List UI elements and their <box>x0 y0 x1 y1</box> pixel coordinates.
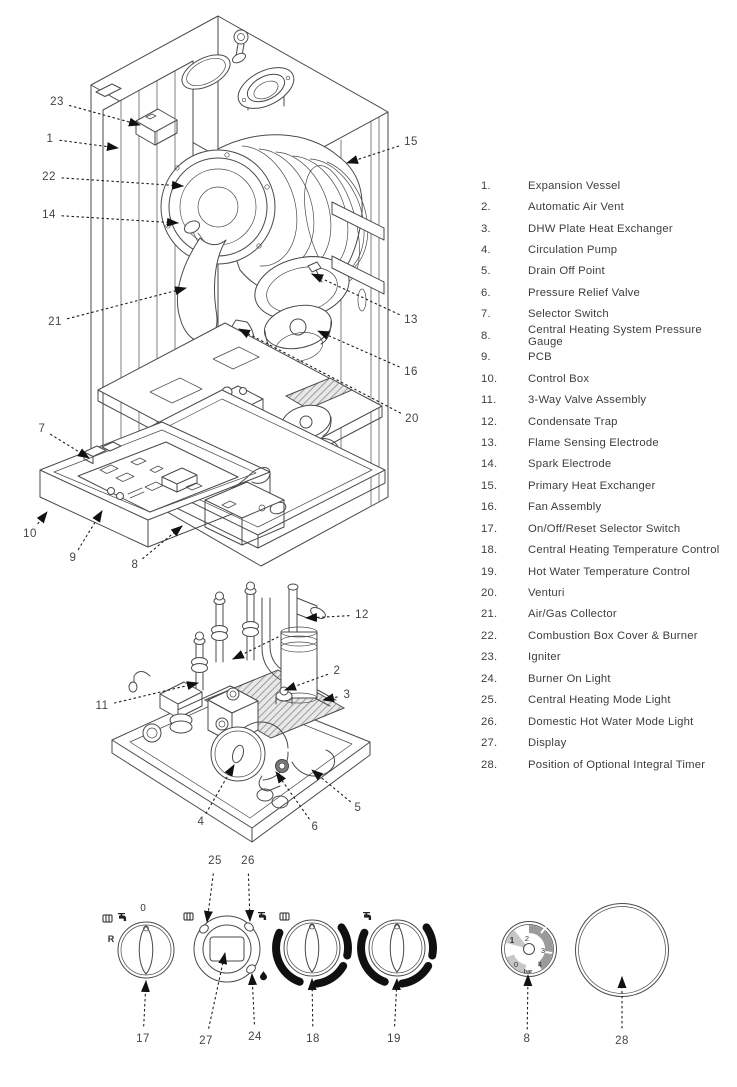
part-number: 28. <box>481 758 498 771</box>
leader-line-19 <box>395 979 397 1026</box>
part-name: Air/Gas Collector <box>528 608 617 621</box>
parts-list-row <box>481 454 731 475</box>
callout-5: 5 <box>354 802 362 814</box>
controls-row <box>103 903 669 997</box>
part-name: Venturi <box>528 587 565 600</box>
part-name: Primary Heat Exchanger <box>528 479 656 492</box>
callout-24: 24 <box>248 1031 262 1043</box>
part-number: 14. <box>481 458 498 471</box>
part-number: 3. <box>481 222 491 235</box>
part-name: Fan Assembly <box>528 501 602 514</box>
parts-list-row <box>481 732 731 753</box>
parts-list-row <box>481 218 731 239</box>
gauge-3: 3 <box>540 946 546 955</box>
part-name: Display <box>528 737 567 750</box>
leader-line-24 <box>252 974 254 1024</box>
callout-8: 8 <box>523 1033 531 1045</box>
parts-list-row <box>481 196 731 217</box>
part-name: Circulation Pump <box>528 244 618 257</box>
pressure-gauge <box>502 922 557 977</box>
parts-list-row <box>481 475 731 496</box>
leader-line-26 <box>248 874 250 921</box>
callout-27: 27 <box>199 1035 213 1047</box>
callout-16: 16 <box>404 366 418 378</box>
part-number: 20. <box>481 587 498 600</box>
gauge-1: 1 <box>509 936 515 945</box>
part-number: 10. <box>481 372 498 385</box>
part-name: Igniter <box>528 651 561 664</box>
leader-line-17 <box>144 981 146 1026</box>
callout-18: 18 <box>306 1033 320 1045</box>
callout-21: 21 <box>48 316 62 328</box>
part-number: 27. <box>481 737 498 750</box>
part-number: 17. <box>481 522 498 535</box>
callout-9: 9 <box>69 552 77 564</box>
valve-assembly-diagram <box>112 582 370 842</box>
parts-list-row <box>481 347 731 368</box>
leader-line-15 <box>347 146 399 163</box>
part-name: Pressure Relief Valve <box>528 286 640 299</box>
part-name: Control Box <box>528 372 590 385</box>
part-number: 25. <box>481 694 498 707</box>
flame-icon <box>260 971 267 980</box>
parts-list-row <box>481 539 731 560</box>
part-number: 5. <box>481 265 491 278</box>
display-bezel <box>184 912 267 982</box>
part-number: 6. <box>481 286 491 299</box>
callout-4: 4 <box>197 816 205 828</box>
part-number: 7. <box>481 308 491 321</box>
part-name: On/Off/Reset Selector Switch <box>528 522 681 535</box>
parts-list-row <box>481 754 731 775</box>
part-name: DHW Plate Heat Exchanger <box>528 222 673 235</box>
callout-7: 7 <box>38 423 46 435</box>
part-name: Hot Water Temperature Control <box>528 565 691 578</box>
callout-10: 10 <box>23 528 37 540</box>
callout-12: 12 <box>355 609 369 621</box>
part-name: Domestic Hot Water Mode Light <box>528 715 694 728</box>
parts-list-row <box>481 582 731 603</box>
part-name: Condensate Trap <box>528 415 618 428</box>
leader-line-16 <box>318 331 399 367</box>
callout-17: 17 <box>136 1033 150 1045</box>
parts-list <box>481 175 731 775</box>
knob17-zero-label: 0 <box>140 903 146 914</box>
onoff-reset-knob <box>103 903 174 978</box>
parts-list-row <box>481 432 731 453</box>
part-number: 4. <box>481 244 491 257</box>
callout-22: 22 <box>42 171 56 183</box>
callout-11: 11 <box>95 700 109 712</box>
callout-13: 13 <box>404 314 418 326</box>
condensate-trap <box>281 584 327 703</box>
radiator-icon <box>184 913 193 920</box>
part-number: 15. <box>481 479 498 492</box>
tap-icon <box>258 912 266 920</box>
part-number: 12. <box>481 415 498 428</box>
main-boiler-diagram <box>40 16 388 566</box>
parts-list-row <box>481 604 731 625</box>
tap-icon <box>118 913 126 921</box>
parts-list-row <box>481 668 731 689</box>
leader-line-8 <box>527 975 528 1029</box>
callout-15: 15 <box>404 136 418 148</box>
parts-list-row <box>481 389 731 410</box>
radiator-icon <box>103 915 112 922</box>
part-name: 3-Way Valve Assembly <box>528 394 647 407</box>
parts-list-row <box>481 261 731 282</box>
part-name: Central Heating System Pressure Gauge <box>528 323 702 348</box>
display-screen <box>210 937 244 961</box>
part-number: 9. <box>481 351 491 364</box>
part-name: Selector Switch <box>528 308 609 321</box>
callout-19: 19 <box>387 1033 401 1045</box>
gauge-unit: bar <box>523 969 533 975</box>
part-name: Drain Off Point <box>528 265 605 278</box>
leader-line-25 <box>207 874 213 922</box>
part-number: 21. <box>481 608 498 621</box>
leader-line-18 <box>312 979 313 1026</box>
parts-list-row <box>481 561 731 582</box>
callout-1: 1 <box>46 133 54 145</box>
part-number: 2. <box>481 201 491 214</box>
callout-20: 20 <box>405 413 419 425</box>
parts-list-row <box>481 175 731 196</box>
parts-list-row <box>481 647 731 668</box>
part-number: 19. <box>481 565 498 578</box>
part-name: Position of Optional Integral Timer <box>528 758 706 771</box>
leader-line-8 <box>143 526 182 559</box>
parts-list-row <box>481 325 731 346</box>
part-name: Central Heating Temperature Control <box>528 544 720 557</box>
gauge-2: 2 <box>524 934 530 943</box>
part-number: 23. <box>481 651 498 664</box>
part-number: 8. <box>481 329 491 342</box>
pipes <box>192 582 259 690</box>
hw-temp-knob <box>361 912 433 984</box>
parts-list-row <box>481 690 731 711</box>
parts-list-row <box>481 711 731 732</box>
part-name: PCB <box>528 351 552 364</box>
parts-list-row <box>481 518 731 539</box>
part-number: 24. <box>481 672 498 685</box>
part-number: 16. <box>481 501 498 514</box>
parts-list-row <box>481 497 731 518</box>
part-number: 22. <box>481 629 498 642</box>
part-name: Automatic Air Vent <box>528 201 624 214</box>
part-name: Flame Sensing Electrode <box>528 436 659 449</box>
part-name: Expansion Vessel <box>528 179 621 192</box>
parts-list-row <box>481 239 731 260</box>
part-name: Central Heating Mode Light <box>528 694 671 707</box>
ch-temp-knob <box>276 913 348 984</box>
part-number: 18. <box>481 544 498 557</box>
callout-25: 25 <box>208 855 222 867</box>
callout-2: 2 <box>333 665 341 677</box>
leader-line-10 <box>38 512 47 524</box>
part-number: 11. <box>481 394 497 407</box>
parts-list-row <box>481 304 731 325</box>
callout-8: 8 <box>131 559 139 571</box>
part-name: Combustion Box Cover & Burner <box>528 629 698 642</box>
callout-14: 14 <box>42 209 56 221</box>
callout-28: 28 <box>615 1035 629 1047</box>
knob17-reset-label: R <box>107 934 115 944</box>
parts-list-row <box>481 368 731 389</box>
part-name: Spark Electrode <box>528 458 612 471</box>
callout-26: 26 <box>241 855 255 867</box>
callout-3: 3 <box>343 689 351 701</box>
gauge-0: 0 <box>513 960 519 969</box>
parts-list-row <box>481 282 731 303</box>
parts-list-row <box>481 625 731 646</box>
gauge-4: 4 <box>537 960 543 969</box>
tap-icon <box>363 912 371 920</box>
parts-list-row <box>481 411 731 432</box>
part-number: 13. <box>481 436 498 449</box>
part-number: 1. <box>481 179 491 192</box>
radiator-icon <box>280 913 289 920</box>
callout-6: 6 <box>311 821 319 833</box>
part-name: Burner On Light <box>528 672 611 685</box>
callout-23: 23 <box>50 96 64 108</box>
part-number: 26. <box>481 715 498 728</box>
